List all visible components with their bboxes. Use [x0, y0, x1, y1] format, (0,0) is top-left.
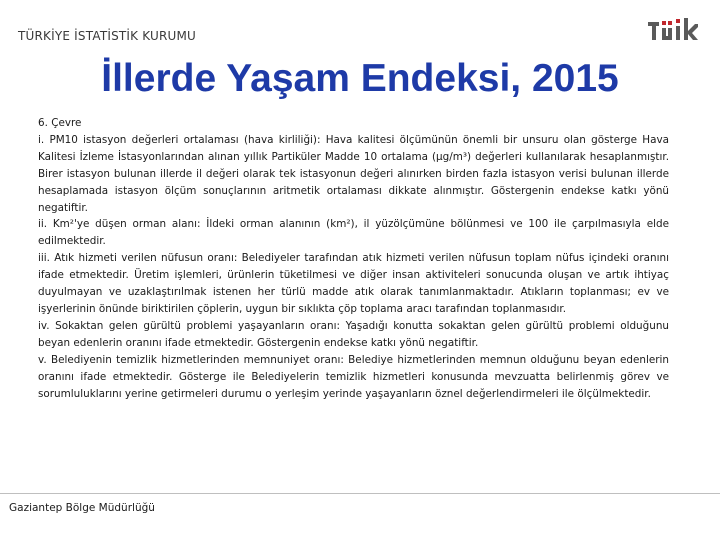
- footer-text: Gaziantep Bölge Müdürlüğü: [9, 502, 155, 514]
- section-heading: 6. Çevre: [38, 117, 82, 129]
- paragraph-forest-area: ii. Km²'ye düşen orman alanı: İldeki orman alanının (km²), il yüzölçümüne bölünmesi ve 100 ile çarpılmasıyla elde edilmektedir.: [38, 218, 669, 248]
- tuik-logo: [648, 16, 698, 42]
- paragraph-street-noise: iv. Sokaktan gelen gürültü problemi yaşayanların oranı: Yaşadığı konutta sokaktan gelen gürültü problemi olduğunu beyan edenlerin oranını ifade etmektedir. Göstergenin endekse katkı yönü negatiftir.: [38, 319, 669, 349]
- organization-name: TÜRKİYE İSTATİSTİK KURUMU: [18, 29, 197, 43]
- paragraph-waste-service: iii. Atık hizmeti verilen nüfusun oranı: Belediyeler tarafından atık hizmeti verilen nüfusun toplam nüfus içindeki oranını ifade etmektedir. Üretim işlemleri, ürünlerin tüketilmesi ve diğer insan aktiviteleri sonucunda oluşan ve artık ihtiyaç duyulmayan ve uzaklaştırılmak istenen her türlü madde atık olarak tanımlanmaktadır. Atıkların toplanması; ev ve işyerlerinin önünde biriktirilen çöplerin, uygun bir sıklıkta çöp toplama aracı tarafından toplanmasıdır.: [38, 252, 669, 315]
- footer-divider: [0, 493, 720, 494]
- paragraph-pm10: i. PM10 istasyon değerleri ortalaması (hava kirliliği): Hava kalitesi ölçümünün önemli bir unsuru olan gösterge Hava Kalitesi İzleme İstasyonlarından alınan yıllık Partiküler Madde 10 ortalama (µg/m³) değerleri kullanılarak hesaplanmıştır. Birer istasyon bulunan illerde il değeri olarak tek istasyonun değeri alınırken birden fazla istasyon verisi bulunan illerde hesaplamada istasyon ölçüm sonuçlarının aritmetik ortalaması dikkate alınmıştır. Göstergenin endekse katkı yönü negatiftir.: [38, 133, 669, 214]
- section-content: [38, 115, 669, 402]
- paragraph-cleaning-satisfaction: v. Belediyenin temizlik hizmetlerinden memnuniyet oranı: Belediye hizmetlerinden memnun olduğunu beyan edenlerin oranını ifade etmektedir. Gösterge ile Belediyelerin temizlik hizmetleri konusunda mevzuatta belirlenmiş görev ve sorumluluklarını yerine getirmeleri durumu o yerleşim yerinde yaşayanların öznel değerlendirmeleri ile ölçülmektedir.: [38, 353, 669, 400]
- page-title: İllerde Yaşam Endeksi, 2015: [101, 57, 619, 100]
